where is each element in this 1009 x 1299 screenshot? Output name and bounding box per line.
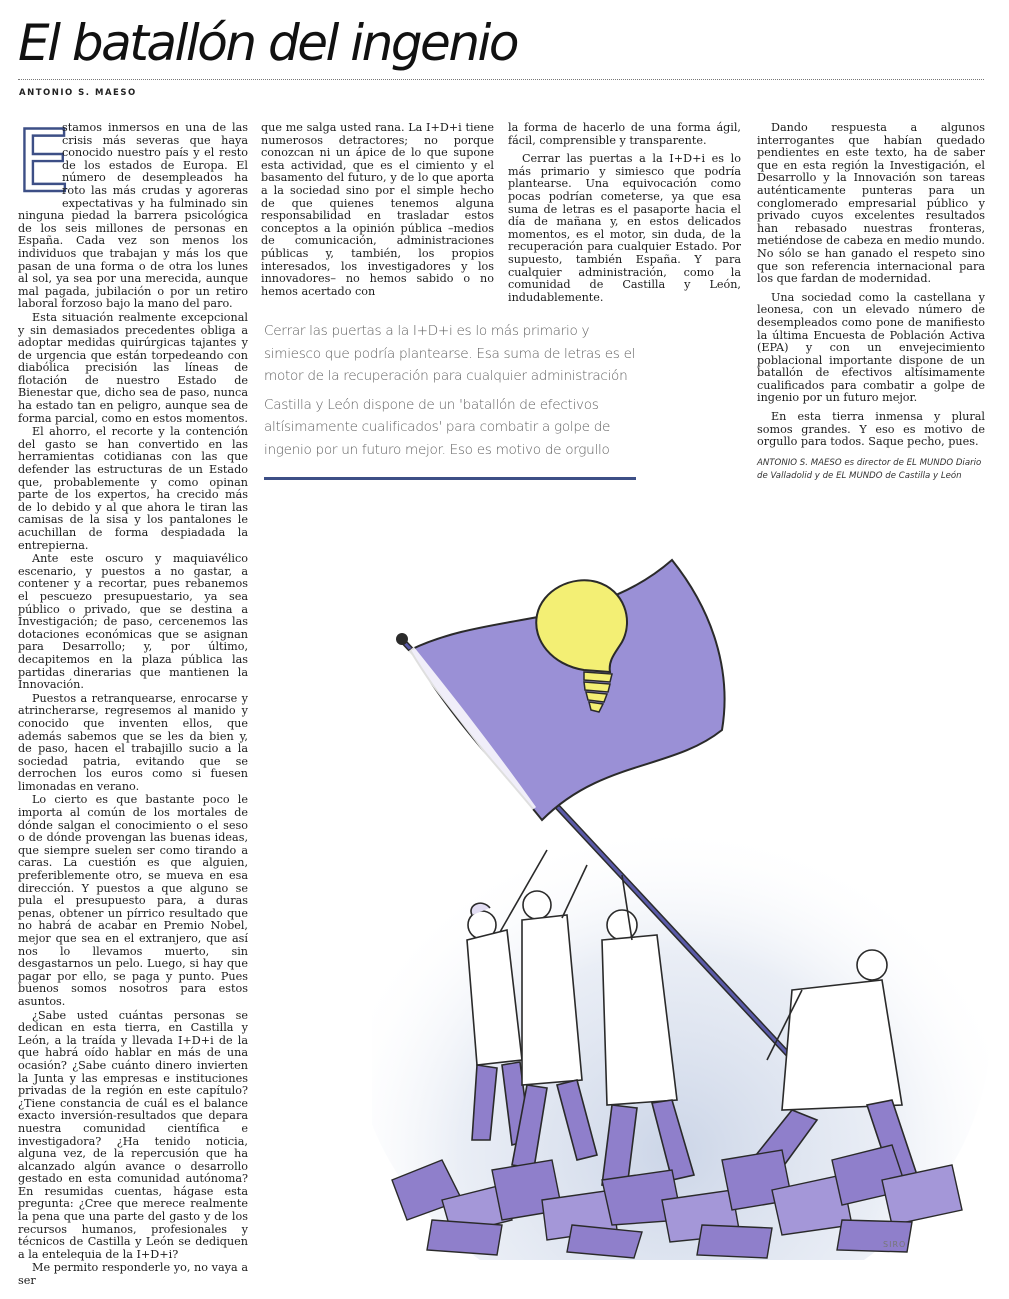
- col4-paragraph-2: Una sociedad como la castellana y leonesa, con un elevado número de desempleados como pone de manifiesto la última Encuesta de Población Activa (EPA) y con un envejecimiento poblacional importante dispone de un batallón de efectivos altísimamente cualificados para combatir a golpe de ingenio por un futuro mejor.: [757, 290, 985, 405]
- col1-paragraph-1: stamos inmersos en una de las crisis más severas que haya conocido nuestro país y el resto de los estados de Europa. El número de desempleados ha roto las más crudas y agoreras expectativas y ha fulminado sin ninguna piedad la barrera psicológica de los seis millones de personas en España. Cada vez son menos los individuos que trabajan y más los que pasan de una forma o de otra los lunes al sol, ya sea por una merecida, aunque mal pagada, jubilación o por un retiro laboral forzoso bajo la mano del paro.: [18, 121, 248, 311]
- col1-paragraph-8: Me permito responderle yo, no vaya a ser: [18, 1261, 248, 1288]
- byline: ANTONIO S. MAESO: [19, 88, 137, 98]
- pull-quote: [264, 320, 636, 468]
- pull-quote-2: Castilla y León dispone de un 'batallón de efectivos altísimamente cualificados' para combatir a golpe de ingenio por un futuro mejor. Eso es motivo de orgullo: [264, 396, 611, 458]
- col4-paragraph-3: En esta tierra inmensa y plural somos grandes. Y eso es motivo de orgullo para todos. Saque pecho, pues.: [757, 410, 985, 449]
- col3-paragraph-2: Cerrar las puertas a la I+D+i es lo más primario y simiesco que podría plantearse. Una equivocación como pocas podrían cometerse, ya que esa suma de letras es el pasaporte hacia el día de mañana y, en estos delicados momentos, es el motor, sin duda, de la recuperación para cualquier Estado. Por supuesto, también España. Y para cualquier administración, como la comunidad de Castilla y León, indudablemente.: [508, 152, 741, 304]
- col3-paragraph-1: la forma de hacerlo de una forma ágil, fácil, comprensible y transparente.: [508, 121, 741, 147]
- column-4: [757, 122, 985, 450]
- illustration: [372, 520, 992, 1260]
- column-3: [508, 122, 741, 305]
- col1-paragraph-2: Esta situación realmente excepcional y sin demasiados precedentes obliga a adoptar medidas quirúrgicas tajantes y de urgencia que están torpedeando con diabólica precisión las líneas de flotación de nuestro Estado de Bienestar que, dicho sea de paso, nunca ha estado tan en peligro, aunque sea de forma parcial, como en estos momentos.: [18, 310, 248, 425]
- col1-paragraph-4: Ante este oscuro y maquiavélico escenario, y puestos a no gastar, a contener y a recortar, pues rebanemos el pescuezo presupuestario, ya sea público o privado, que se destina a Investigación; de paso, cercenemos las dotaciones económicas que se asignan para Desarrollo; y, por último, decapitemos en la plaza pública las partidas dinerarias que mantienen la Innovación.: [18, 552, 248, 692]
- pull-quote-rule: [264, 477, 636, 480]
- pole-tip: [396, 633, 408, 645]
- drop-cap: E: [16, 112, 71, 212]
- column-2: [261, 122, 494, 299]
- col2-paragraph-1: que me salga usted rana. La I+D+i tiene numerosos detractores; no porque conozcan ni un ápice de lo que supone esta actividad, que es el cimiento y el basamento del futuro, y de lo que aporta a la sociedad sino por el simple hecho de que quienes tenemos alguna responsabilidad en trasladar estos conceptos a la opinión pública –medios de comunicación, administraciones públicas y, también, los propios interesados, los investigadores y los innovadores– no hemos sabido o no hemos acertado con: [261, 121, 494, 298]
- author-note: ANTONIO S. MAESO es director de EL MUNDO Diario de Valladolid y de EL MUNDO de Castilla y León: [757, 458, 982, 481]
- illustrator-signature: SIRO: [883, 1240, 907, 1249]
- headline: El batallón del ingenio: [18, 14, 517, 72]
- col1-paragraph-5: Puestos a retranquearse, enrocarse y atrincherarse, regresemos al manido y conocido que inventen ellos, que además sabemos que se les da bien y, de paso, hacen el trabajillo sucio a la sociedad patria, evitando que se derrochen los euros como si fuesen limonadas en verano.: [18, 691, 248, 793]
- col1-paragraph-7: ¿Sabe usted cuántas personas se dedican en esta tierra, en Castilla y León, a la traída y llevada I+D+i de la que habrá oído hablar en más de una ocasión? ¿Sabe cuánto dinero invierten la Junta y las empresas e instituciones privadas de la región en este capítulo? ¿Tiene constancia de cuál es el balance exacto inversión-resultados que depara nuestra comunidad científica e investigadora? ¿Ha tenido noticia, alguna vez, de la repercusión que ha alcanzado algún avance o desarrollo gestado en esta comunidad autónoma? En resumidas cuentas, hágase esta pregunta: ¿Cree que merece realmente la pena que una parte del gasto y de los recursos humanos, profesionales y técnicos de Castilla y León se dediquen a la entelequia de la I+D+i?: [18, 1008, 248, 1261]
- col1-paragraph-6: Lo cierto es que bastante poco le importa al común de los mortales de dónde salgan el conocimiento o el seso o de dónde provengan las buenas ideas, que siempre suelen ser como tirando a caras. La cuestión es que alguien, preferiblemente otro, se mueva en esa dirección. Y puestos a que alguno se pula el presupuesto para, a duras penas, obtener un pírrico resultado que no habrá de acabar en Premio Nobel, mejor que sea en el extranjero, que así nos lo llevamos muerto, sin desgastarnos un pelo. Luego, si hay que pagar por ello, se paga y punto. Pues buenos somos nosotros para estos asuntos.: [18, 793, 248, 1008]
- pull-quote-1: Cerrar las puertas a la I+D+i es lo más primario y simiesco que podría plantearse. Esa suma de letras es el motor de la recuperación para cualquier administración: [264, 323, 636, 385]
- headline-rule: [18, 79, 984, 80]
- col1-paragraph-3: El ahorro, el recorte y la contención del gasto se han convertido en las herramientas cotidianas con las que defender las estructuras de un Estado que, probablemente y como opinan parte de los expertos, ha crecido más de lo debido y al que ahora le tiran las camisas de la sisa y los pantalones le acuchillan de forma despiadada la entrepierna.: [18, 425, 248, 552]
- column-1: [16, 112, 248, 1289]
- col4-paragraph-1: Dando respuesta a algunos interrogantes que habían quedado pendientes en este texto, ha de saber que en esta región la Investigación, el Desarrollo y la Innovación son tareas auténticamente punteras para un conglomerado empresarial público y privado cuyos excelentes resultados han rebasado nuestras fronteras, metiéndose de cabeza en medio mundo. No sólo se han ganado el respeto sino que son referencia internacional para los que fardan de modernidad.: [757, 121, 985, 286]
